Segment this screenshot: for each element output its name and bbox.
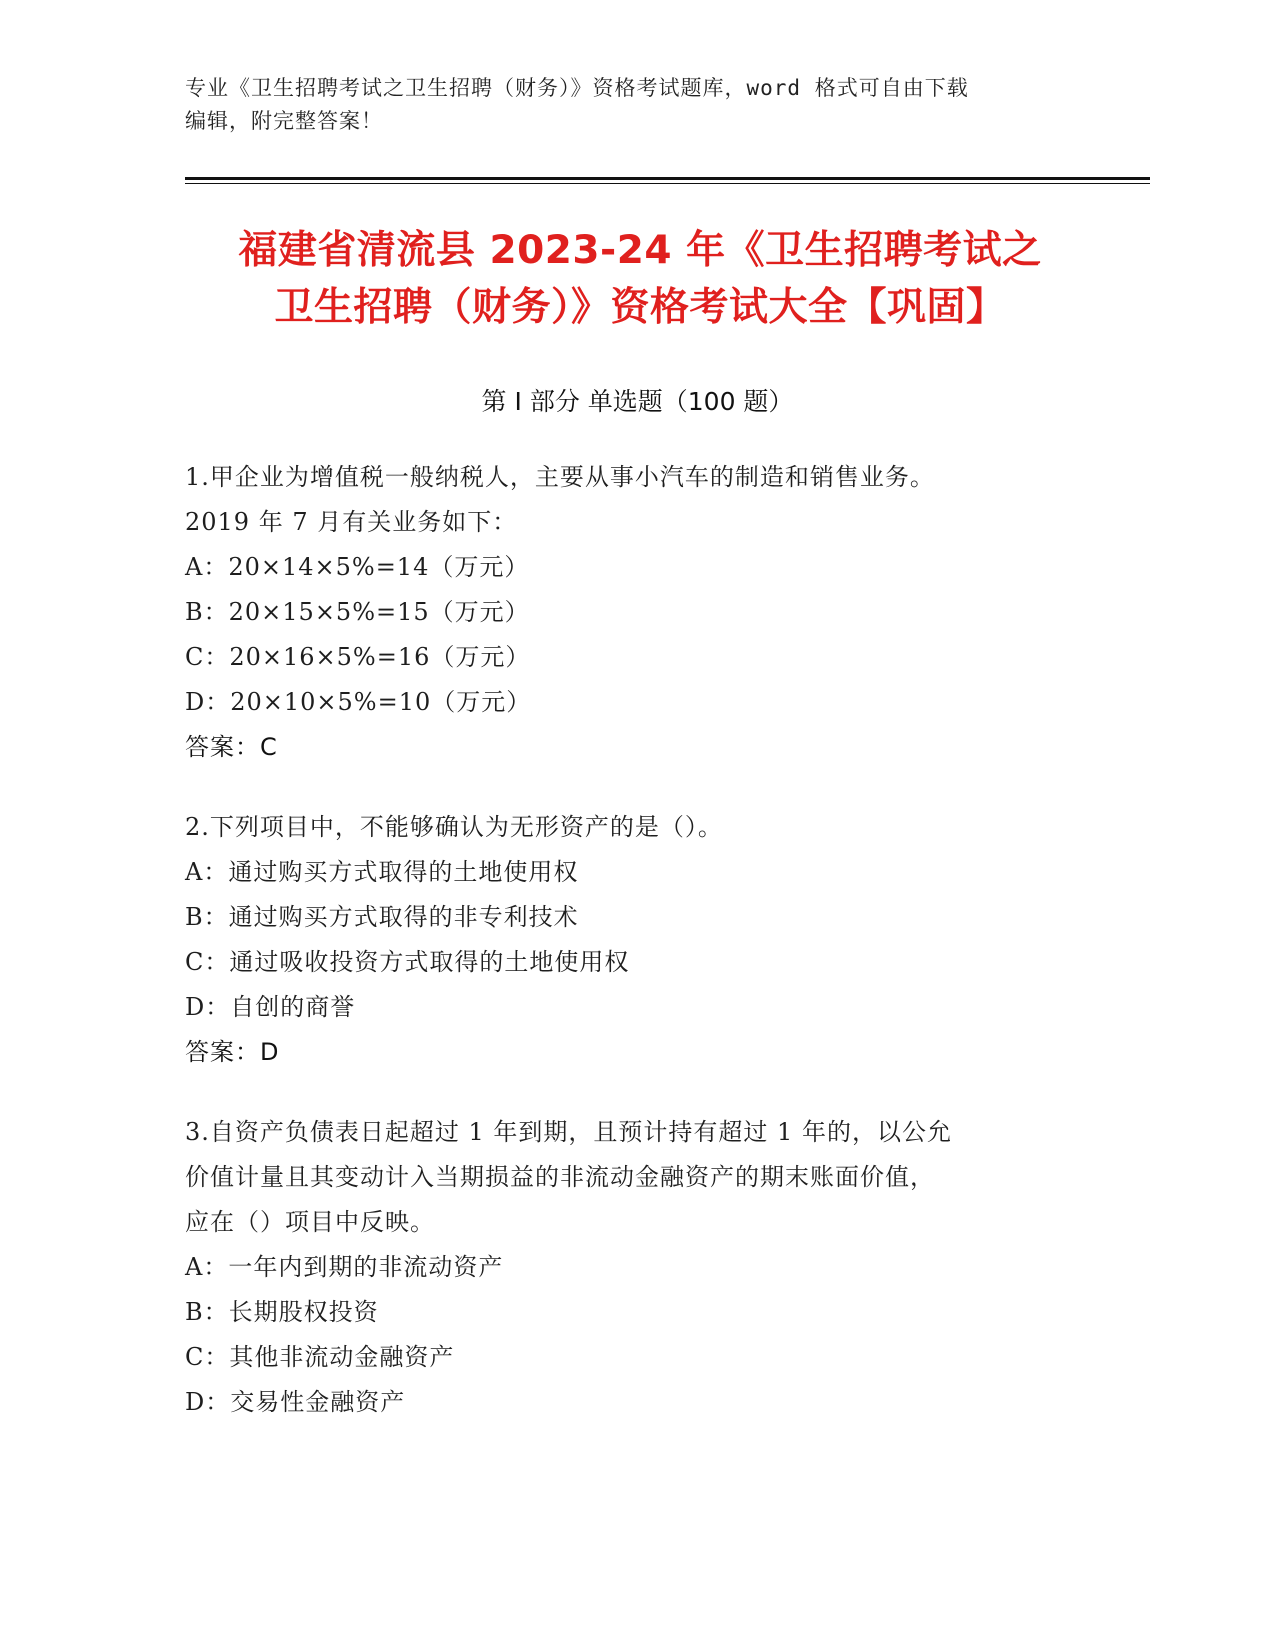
document-title: [190, 222, 1090, 336]
option-a: A：20×14×5%=14（万元）: [185, 553, 530, 581]
section-title: 第 I 部分 单选题（100 题）: [481, 387, 794, 416]
option-b: B：长期股权投资: [185, 1298, 379, 1326]
question-stem-line: 2019 年 7 月有关业务如下：: [185, 508, 518, 536]
question-stem-line: 应在（）项目中反映。: [185, 1208, 435, 1236]
option-c: C：其他非流动金融资产: [185, 1343, 455, 1371]
question-2: [185, 805, 1065, 1075]
header-note-line: 专业《卫生招聘考试之卫生招聘（财务）》资格考试题库，word 格式可自由下载: [185, 76, 969, 100]
question-stem-line: 2.下列项目中，不能够确认为无形资产的是（）。: [185, 813, 723, 841]
question-stem-line: 3.自资产负债表日起超过 1 年到期，且预计持有超过 1 年的，以公允: [185, 1118, 952, 1146]
header-note: [185, 72, 1065, 138]
option-a: A：通过购买方式取得的土地使用权: [185, 858, 579, 886]
header-divider-thin: [185, 183, 1150, 184]
option-c: C：20×16×5%=16（万元）: [185, 643, 531, 671]
question-1: [185, 455, 1065, 770]
option-c: C：通过吸收投资方式取得的土地使用权: [185, 948, 630, 976]
option-b: B：通过购买方式取得的非专利技术: [185, 903, 579, 931]
answer-label: 答案：D: [185, 1038, 280, 1066]
question-3: [185, 1110, 1065, 1425]
document-title-line: 卫生招聘（财务）》资格考试大全【巩固】: [274, 285, 1006, 330]
question-stem-line: 价值计量且其变动计入当期损益的非流动金融资产的期末账面价值，: [185, 1163, 935, 1191]
option-a: A：一年内到期的非流动资产: [185, 1253, 504, 1281]
option-d: D：自创的商誉: [185, 993, 356, 1021]
header-divider-thick: [185, 177, 1150, 180]
document-title-line: 福建省清流县 2023-24 年《卫生招聘考试之: [238, 228, 1042, 273]
option-b: B：20×15×5%=15（万元）: [185, 598, 530, 626]
option-d: D：交易性金融资产: [185, 1388, 406, 1416]
answer-label: 答案：C: [185, 733, 278, 761]
option-d: D：20×10×5%=10（万元）: [185, 688, 532, 716]
question-stem-line: 1.甲企业为增值税一般纳税人，主要从事小汽车的制造和销售业务。: [185, 463, 935, 491]
header-note-line: 编辑，附完整答案！: [185, 109, 383, 133]
